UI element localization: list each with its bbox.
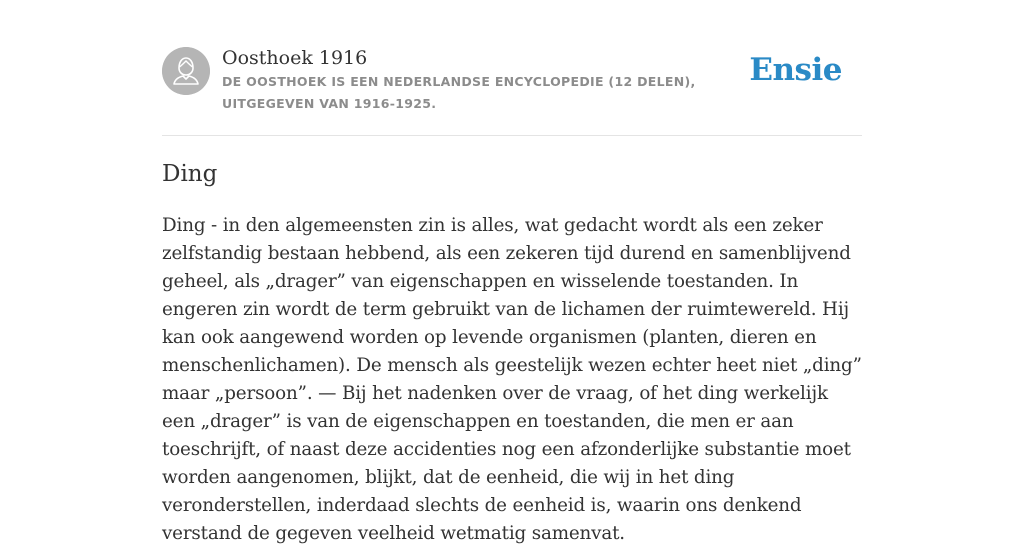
entry-title: Ding bbox=[162, 161, 218, 187]
person-placeholder-icon[interactable] bbox=[162, 47, 210, 95]
source-description: DE OOSTHOEK IS EEN NEDERLANDSE ENCYCLOPEDIE (12 DELEN), UITGEGEVEN VAN 1916-1925. bbox=[222, 74, 696, 111]
brand-logo[interactable]: Ensie bbox=[749, 52, 842, 88]
page bbox=[162, 0, 862, 544]
source-title[interactable]: Oosthoek 1916 bbox=[222, 47, 368, 69]
entry-body: Ding - in den algemeensten zin is alles, wat gedacht wordt als een zeker zelfstandig bestaan hebbend, als een zekeren tijd durend en samenblijvend geheel, als „drager” van eigenschappen en wisselende toestanden. In engeren zin wordt de term gebruikt van de lichamen der ruimtewereld. Hij kan ook aangewend worden op levende organismen (planten, dieren en menschenlichamen). De mensch als geestelijk wezen echter heet niet „ding” maar „persoon”. — Bij het nadenken over de vraag, of het ding werkelijk een „drager” is van de eigenschappen en toestanden, die men er aan toeschrijft, of naast deze accidenties nog een afzonderlijke substantie moet worden aangenomen, blijkt, dat de eenheid, die wij in het ding veronderstellen, inderdaad slechts de eenheid is, waarin ons denkend verstand de gegeven veelheid wetmatig samenvat. bbox=[162, 215, 862, 544]
source-header bbox=[162, 0, 862, 136]
